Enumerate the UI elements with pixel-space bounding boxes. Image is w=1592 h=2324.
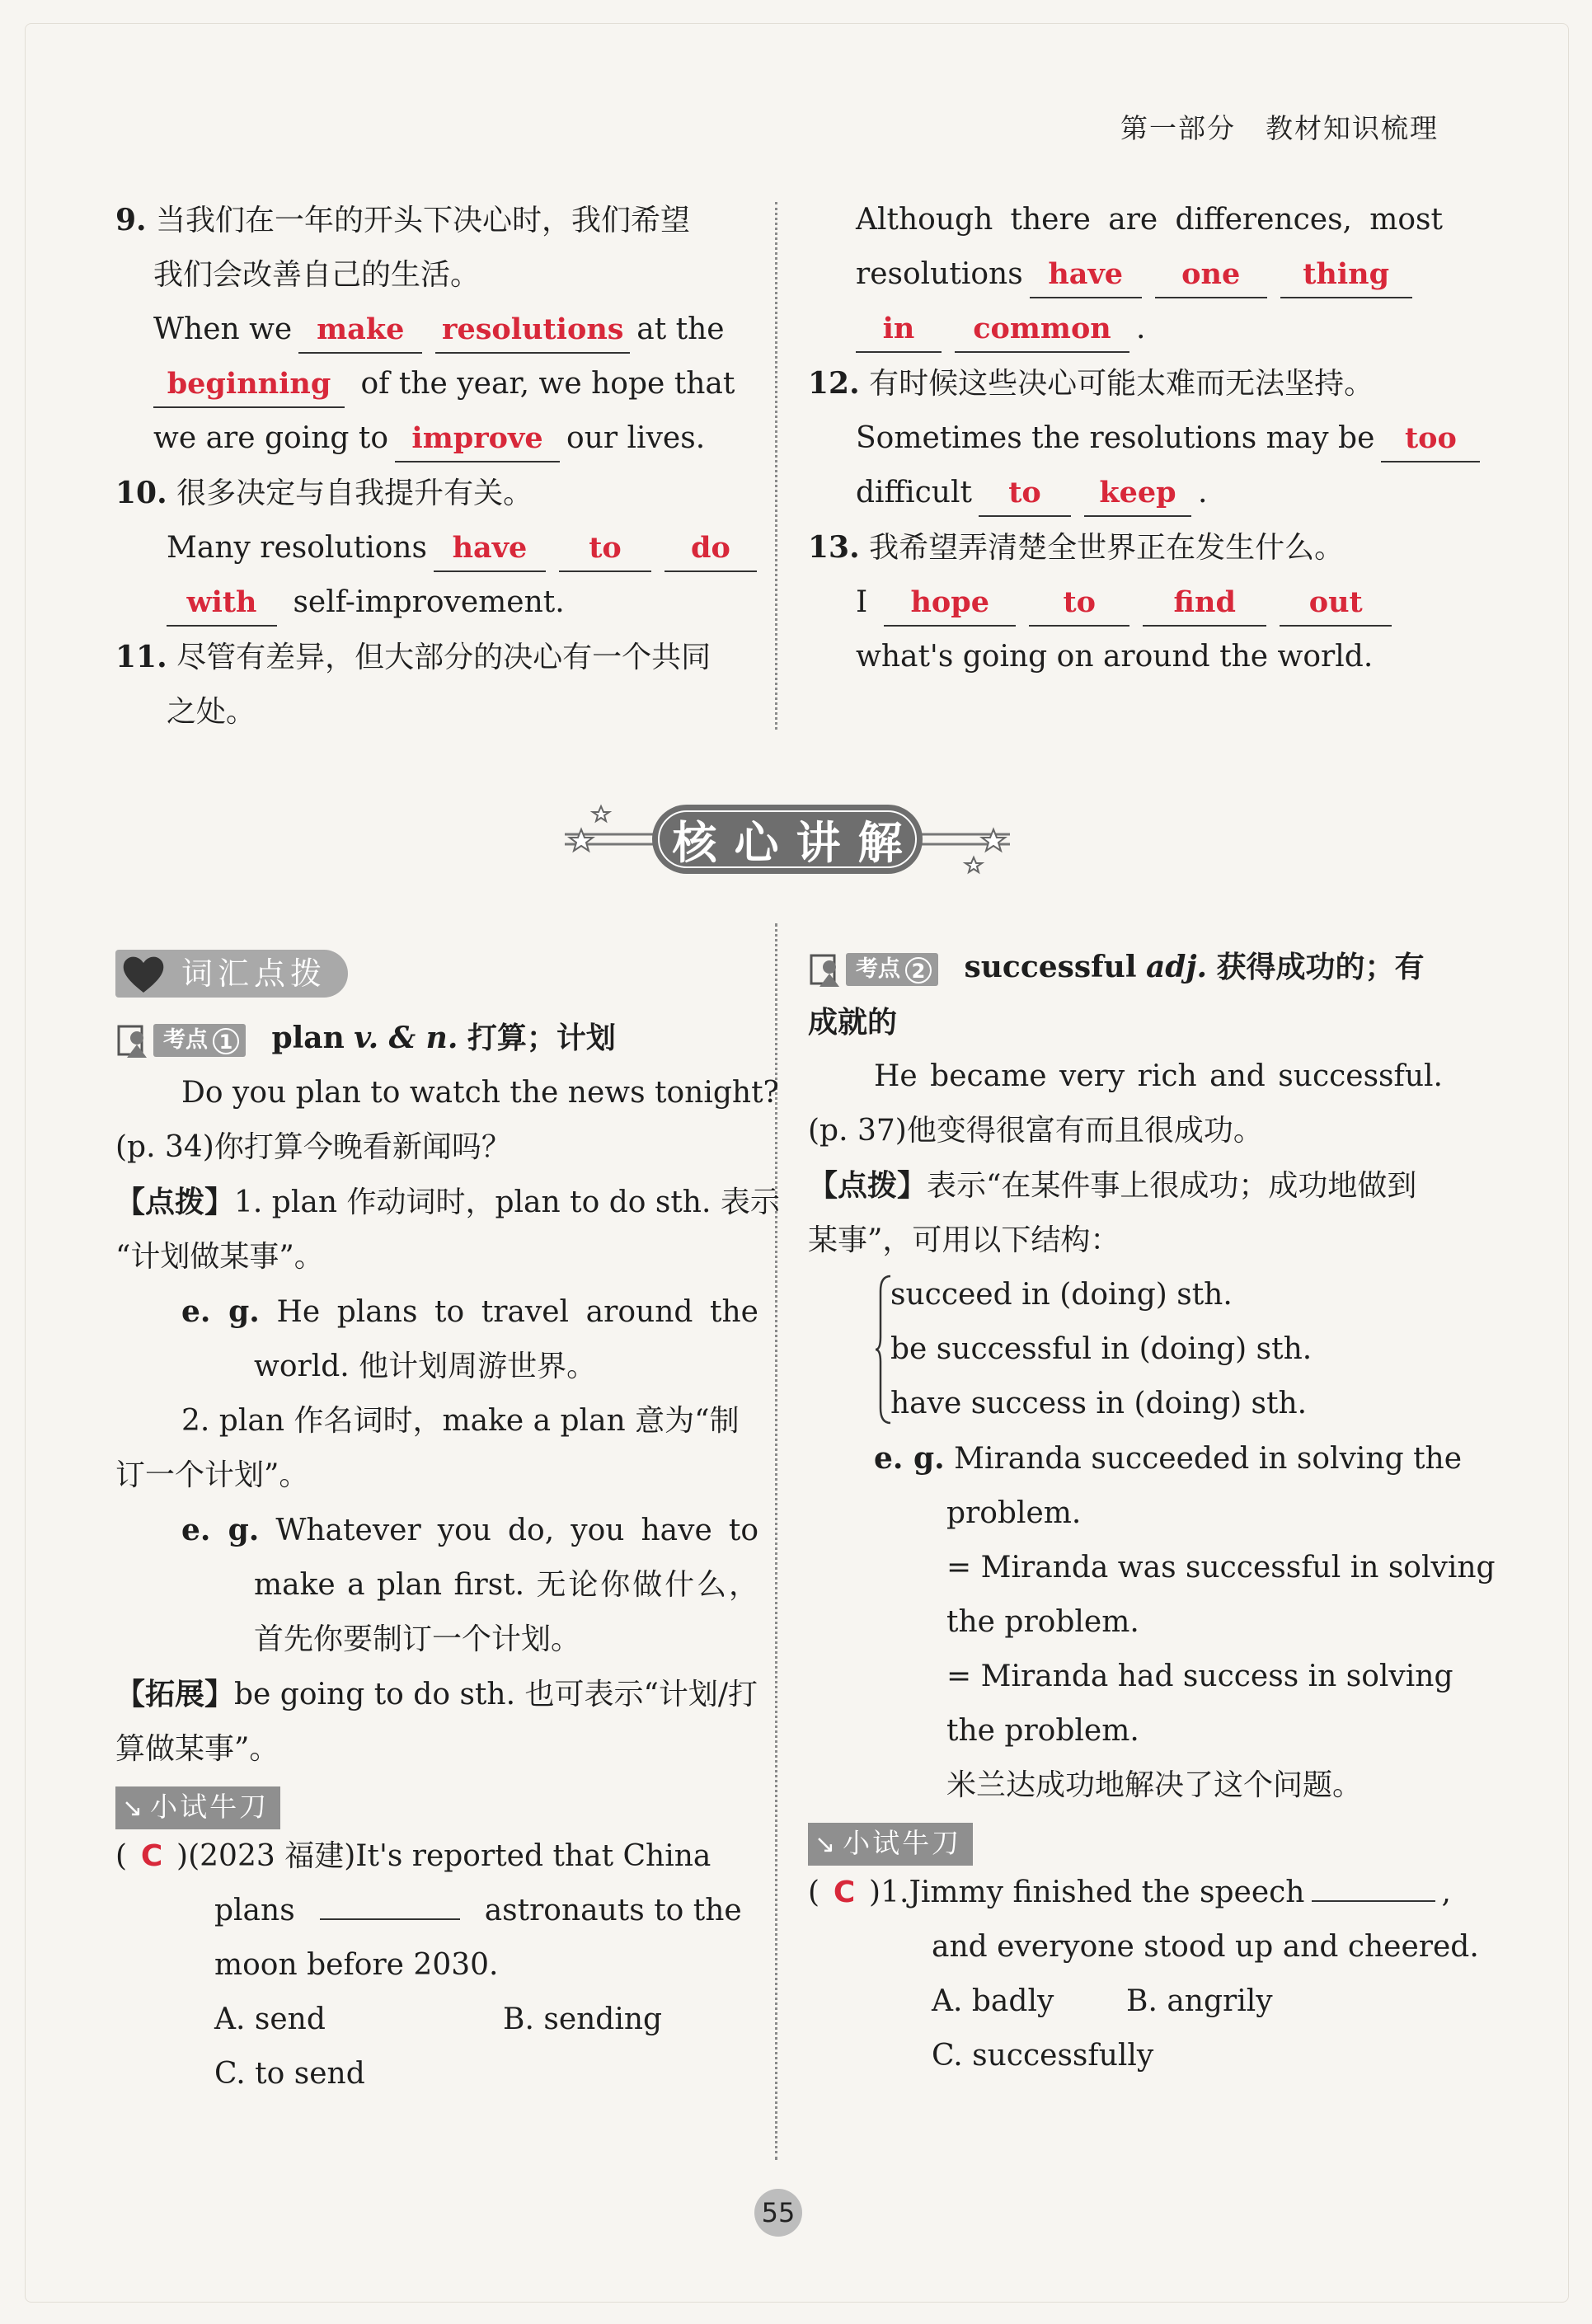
- kd1-eg1b: world. 他计划周游世界。: [254, 1350, 597, 1383]
- q12-answer-keep[interactable]: keep: [1084, 471, 1191, 517]
- q10-answer-have[interactable]: have: [434, 526, 546, 572]
- kd2-heading: 考点 2 successful adj. 获得成功的；有: [808, 940, 1443, 995]
- practice1-option-c[interactable]: C. to send: [214, 2057, 365, 2091]
- practice2-option-c[interactable]: C. successfully: [932, 2039, 1154, 2073]
- practice1-answer[interactable]: C: [140, 1839, 163, 1873]
- kd2-structures: [808, 1268, 1443, 1431]
- page-number: 55: [754, 2189, 802, 2237]
- vocab-right: [808, 940, 1496, 2083]
- kd1-ext1: 【拓展】be going to do sth. 也可表示“计划/打: [115, 1677, 758, 1711]
- practice2-option-a[interactable]: A. badly: [932, 1984, 1054, 2018]
- q9-answer-resolutions[interactable]: resolutions: [435, 308, 630, 354]
- kd1-eg2c: 首先你要制订一个计划。: [254, 1622, 581, 1656]
- kd2-meaning2: 成就的: [808, 1005, 898, 1040]
- vocab-left: [115, 948, 780, 2101]
- kd1-badge: 考点 1: [115, 1021, 246, 1059]
- banner-char-2: 心: [734, 816, 779, 869]
- header-section: 教材知识梳理: [1266, 112, 1439, 144]
- kd2-eg7: 米兰达成功地解决了这个问题。: [946, 1768, 1363, 1802]
- kd2-tip2: 某事”，可用以下结构：: [808, 1223, 1120, 1257]
- kd2-tip1: 【点拨】表示“在某件事上很成功；成功地做到: [808, 1168, 1417, 1203]
- column-divider-top: [775, 202, 777, 730]
- q13-answer-out[interactable]: out: [1280, 580, 1392, 627]
- q10-en-line2: with self-improvement.: [115, 575, 758, 630]
- kd1-heading: 考点 1 plan v. & n. 打算；计划: [115, 1011, 758, 1066]
- q9-answer-improve[interactable]: improve: [395, 416, 560, 462]
- q13-en-line2: what's going on around the world.: [856, 640, 1374, 674]
- q10-answer-do[interactable]: do: [665, 526, 757, 572]
- practice1-option-a[interactable]: A. send: [214, 2002, 326, 2036]
- q13-cn: 13. 我希望弄清楚全世界正在发生什么。: [808, 530, 1345, 565]
- banner-title: [664, 805, 911, 874]
- banner-char-1: 核: [672, 816, 717, 869]
- practice1-options-ab: [115, 1993, 758, 2047]
- kd1-tip1b: “计划做某事”。: [115, 1240, 324, 1274]
- q13-answer-find[interactable]: find: [1143, 580, 1266, 627]
- q12-en-line2: difficult to keep .: [808, 466, 1443, 520]
- kd2-structure-3: have success in (doing) sth.: [890, 1387, 1308, 1420]
- practice2-q-line2: and everyone stood up and cheered.: [932, 1930, 1479, 1964]
- q11-en-line1: Although there are differences, most: [856, 203, 1443, 237]
- practice2-label: ↘ 小试牛刀: [808, 1823, 973, 1866]
- q12-en-line1: Sometimes the resolutions may be too: [808, 411, 1443, 466]
- kd1-eg2a: e. g. Whatever you do, you have to: [181, 1513, 758, 1547]
- heart-icon: [120, 953, 167, 994]
- q10-answer-to[interactable]: to: [559, 526, 651, 572]
- q11-cn-line1: 11. 尽管有差异，但大部分的决心有一个共同: [115, 640, 711, 674]
- q11-answer-in[interactable]: in: [856, 307, 942, 353]
- q11-answer-thing[interactable]: thing: [1280, 252, 1412, 298]
- kd2-example-en: He became very rich and successful.: [874, 1059, 1443, 1093]
- q10-en-line1: Many resolutions have to do: [115, 521, 758, 575]
- practice1-blank[interactable]: [320, 1918, 460, 1920]
- kd2-eg1: e. g. Miranda succeeded in solving the: [874, 1441, 1463, 1476]
- banner-char-3: 讲: [796, 816, 841, 869]
- practice1-option-b[interactable]: B. sending: [503, 2002, 663, 2036]
- page-header: [1091, 107, 1439, 146]
- exam-point-icon: [115, 1021, 150, 1059]
- q9-en-line1: When we make resolutions at the: [115, 303, 758, 357]
- q12-cn: 12. 有时候这些决心可能太难而无法坚持。: [808, 366, 1374, 401]
- vocab-heading: 词汇点拨: [115, 950, 348, 998]
- kd1-tip1: 【点拨】1. plan 作动词时，plan to do sth. 表示: [115, 1185, 780, 1219]
- practice2-options-ab: [808, 1974, 1443, 2029]
- practice1-label: ↘ 小试牛刀: [115, 1786, 280, 1829]
- practice2-options-c: [808, 2029, 1443, 2083]
- q13-en-line1: I hope to find out: [808, 575, 1443, 630]
- q13-answer-to[interactable]: to: [1029, 580, 1129, 627]
- brace-icon: [874, 1275, 894, 1425]
- practice1-label-row: [115, 1780, 758, 1829]
- practice2-answer[interactable]: C: [833, 1876, 856, 1909]
- exercise-left-top: [115, 193, 758, 739]
- q10-answer-with[interactable]: with: [167, 580, 277, 627]
- kd1-example-cn: (p. 34)你打算今晚看新闻吗？: [115, 1130, 511, 1164]
- kd1-tip2b: 订一个计划”。: [115, 1458, 309, 1492]
- q11-en-line2: resolutions have one thing: [808, 247, 1443, 302]
- practice2-q-line1: ( C )1.Jimmy finished the speech ,: [808, 1866, 1443, 1920]
- kd2-eg2: problem.: [946, 1496, 1082, 1530]
- kd2-eg4: the problem.: [946, 1605, 1139, 1639]
- kd2-structure-2: be successful in (doing) sth.: [890, 1332, 1313, 1366]
- q11-answer-have[interactable]: have: [1030, 252, 1142, 298]
- header-part: 第一部分: [1120, 112, 1236, 144]
- q9-cn-line2: 我们会改善自己的生活。: [153, 258, 481, 292]
- kd2-eg3: = Miranda was successful in solving: [946, 1551, 1496, 1585]
- q13-answer-hope[interactable]: hope: [884, 580, 1016, 627]
- practice2-label-row: [808, 1816, 1443, 1866]
- kd2-structure-1: succeed in (doing) sth.: [890, 1278, 1233, 1312]
- q11-en-line3: in common .: [808, 302, 1443, 356]
- kd2-eg6: the problem.: [946, 1714, 1139, 1748]
- q9-en-line3: we are going to improve our lives.: [115, 411, 758, 466]
- practice2-blank[interactable]: [1312, 1900, 1435, 1902]
- practice2-option-b[interactable]: B. angrily: [1126, 1984, 1273, 2018]
- kd2-badge: 考点 2: [808, 951, 938, 988]
- kd1-example-en: Do you plan to watch the news tonight?: [181, 1076, 779, 1110]
- q12-answer-too[interactable]: too: [1381, 416, 1480, 462]
- practice1-q-line3: moon before 2030.: [214, 1948, 499, 1982]
- q11-answer-common[interactable]: common: [955, 307, 1129, 353]
- practice1-q-line1: ( C )(2023 福建)It's reported that China: [115, 1829, 758, 1884]
- q9-en-line2: beginning of the year, we hope that: [115, 357, 758, 411]
- kd1-eg1a: e. g. He plans to travel around the: [181, 1294, 758, 1329]
- q9-answer-beginning[interactable]: beginning: [153, 362, 345, 408]
- exercise-right-top: [808, 193, 1457, 684]
- q12-answer-to[interactable]: to: [979, 471, 1071, 517]
- q11-cn-line2: 之处。: [167, 695, 256, 729]
- section-banner: [565, 798, 1010, 880]
- practice1-options-c: [115, 2047, 758, 2101]
- practice1-q-line2: plans astronauts to the: [214, 1894, 742, 1927]
- kd1-ext2: 算做某事”。: [115, 1732, 279, 1766]
- q9-answer-make[interactable]: make: [298, 308, 422, 354]
- q10-cn: 10. 很多决定与自我提升有关。: [115, 476, 533, 510]
- q9-cn-line1: 9. 当我们在一年的开头下决心时，我们希望: [115, 203, 691, 237]
- exam-point-icon: [808, 951, 843, 988]
- vocab-heading-row: [115, 948, 758, 1006]
- kd1-eg2b: make a plan first. 无论你做什么，: [254, 1568, 758, 1602]
- kd2-example-cn: (p. 37)他变得很富有而且很成功。: [808, 1114, 1263, 1148]
- q11-answer-one[interactable]: one: [1155, 252, 1267, 298]
- kd1-tip2: 2. plan 作名词时，make a plan 意为“制: [181, 1404, 740, 1438]
- banner-char-4: 解: [857, 816, 903, 869]
- kd2-eg5: = Miranda had success in solving: [946, 1660, 1453, 1693]
